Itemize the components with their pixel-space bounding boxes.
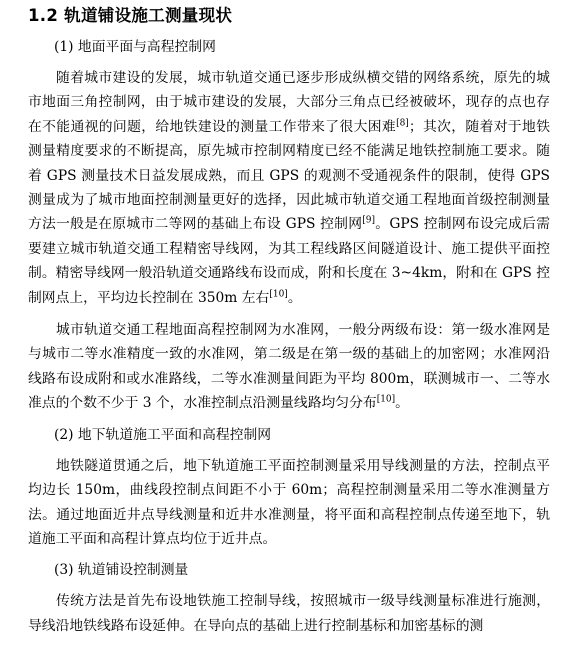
subsection-heading: (3) 轨道铺设控制测量 xyxy=(54,562,189,579)
paragraph-text: 。GPS 控制网布设完成后需要建立城市轨道交通工程精密导线网，为其工程线路区间隧道设计、施工提供平面控制。精密导线网一般沿轨道交通路线布设而成，附和长度在 3~4km，附和在 GPS 控制网点上，平均边长控制在 350m 左右 xyxy=(28,216,550,306)
paragraph-text: 。 xyxy=(395,395,409,412)
body-paragraph xyxy=(28,66,550,310)
paragraph-text: 城市轨道交通工程地面高程控制网为水准网，一般分两级布设：第一级水准网是与城市二等水准精度一致的水准网，第二级是在第一级的基础上的加密网；水准网沿线路布设成附和或水准路线，二等水准测量间距为平均 800m，联测城市一、二等水准点的个数不少于 3 个，水准控制点沿测量线路均匀分布 xyxy=(28,322,550,412)
citation-marker: [8] xyxy=(396,118,409,129)
body-paragraph xyxy=(28,454,550,552)
section-title: 1.2 轨道铺设施工测量现状 xyxy=(28,6,233,25)
paragraph-text: 。 xyxy=(287,289,302,306)
paragraph-text: 随着城市建设的发展，城市轨道交通已逐步形成纵横交错的网络系统，原先的城市地面三角控制网，由于城市建设的发展，大部分三角点已经被破坏，现存的点也存在不能通视的问题，给地铁建设的测量工作带来了很大困难 xyxy=(28,70,550,135)
paragraph-text: 地铁隧道贯通之后，地下轨道施工平面控制测量采用导线测量的方法，控制点平均边长 150m，曲线段控制点间距不小于 60m；高程控制测量采用二等水准测量方法。通过地面近井点导线测量和近井水准测量，将平面和高程控制点传递至地下，轨道施工平面和高程计算点均位于近井点。 xyxy=(28,457,550,547)
body-paragraph xyxy=(28,589,550,638)
citation-marker: [9] xyxy=(362,215,376,226)
citation-marker: [10] xyxy=(269,289,288,300)
section-content xyxy=(28,36,550,638)
paragraph-text: 传统方法是首先布设地铁施工控制导线，按照城市一级导线测量标准进行施测，导线沿地铁线路布设延伸。在导向点的基础上进行控制基标和加密基标的测 xyxy=(28,593,550,634)
body-paragraph xyxy=(28,318,550,416)
subsection-heading: (1) 地面平面与高程控制网 xyxy=(54,39,216,55)
subsection-heading: (2) 地下轨道施工平面和高程控制网 xyxy=(54,426,272,443)
citation-marker: [10] xyxy=(376,394,396,405)
paragraph-text: ；其次，随着对于地铁测量精度要求的不断提高，原先城市控制网精度已经不能满足地铁控制施工要求。随着 GPS 测量技术日益发展成熟，而且 GPS 的观测不受通视条件的限制，使得 GPS 测量成为了城市地面控制测量更好的选择，因此城市轨道交通工程地面首级控制测量方法一般是在原城市二等网的基础上布设 GPS 控制网 xyxy=(28,118,551,233)
